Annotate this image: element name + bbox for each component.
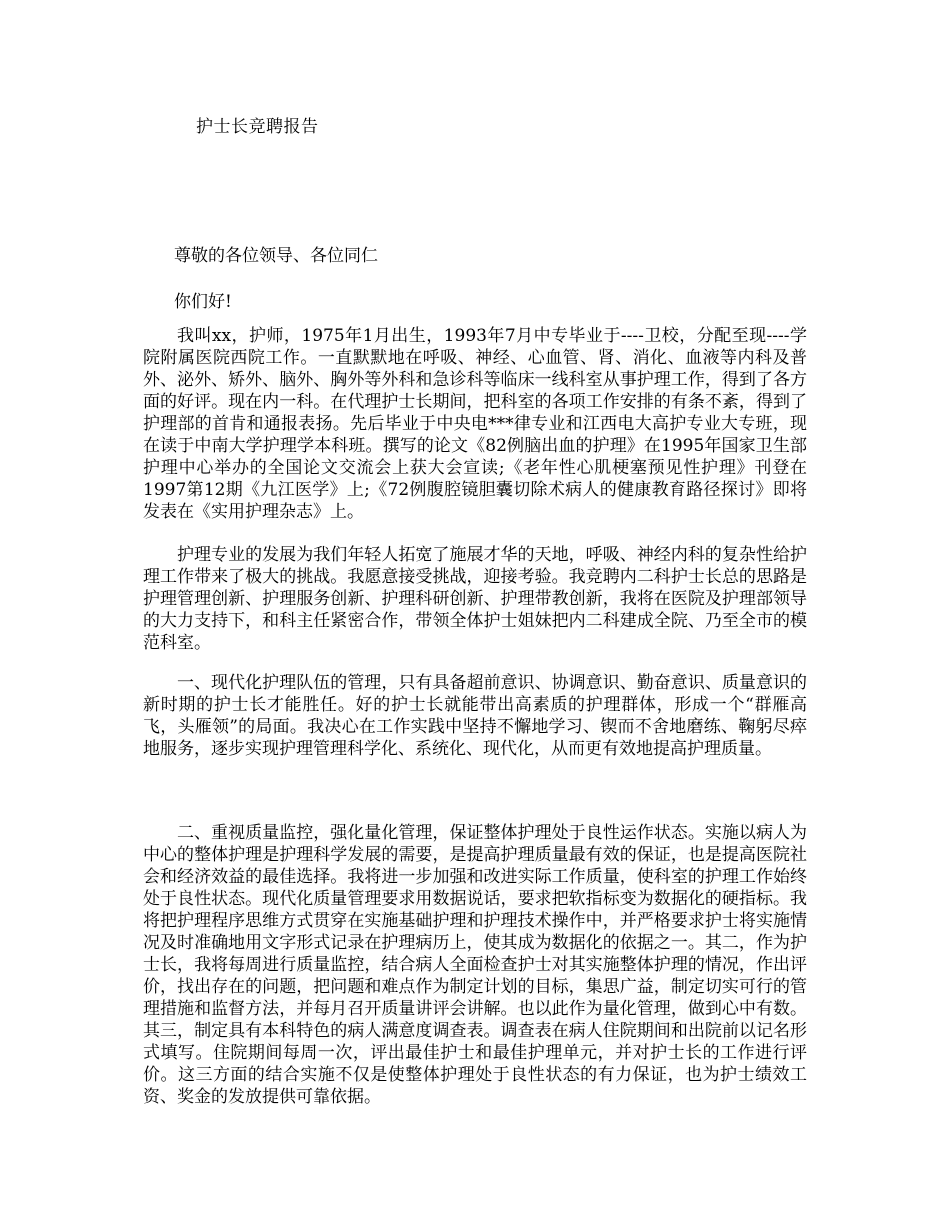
greeting: 你们好! bbox=[174, 292, 232, 312]
salutation: 尊敬的各位领导、各位同仁 bbox=[174, 246, 378, 266]
document-title: 护士长竞聘报告 bbox=[196, 117, 319, 137]
paragraph-point-one: 一、现代化护理队伍的管理，只有具备超前意识、协调意识、勤奋意识、质量意识的新时期的护士长才能胜任。好的护士长就能带出高素质的护理群体，形成一个“群雁高飞，头雁领”的局面。我决心在工作实践中坚持不懈地学习、锲而不舍地磨练、鞠躬尽瘁地服务，逐步实现护理管理科学化、系统化、现代化，从而更有效地提高护理质量。 bbox=[143, 673, 807, 759]
paragraph-vision: 护理专业的发展为我们年轻人拓宽了施展才华的天地，呼吸、神经内科的复杂性给护理工作带来了极大的挑战。我愿意接受挑战，迎接考验。我竞聘内二科护士长总的思路是护理管理创新、护理服务创新、护理科研创新、护理带教创新，我将在医院及护理部领导的大力支持下，和科主任紧密合作，带领全体护士姐妹把内二科建成全院、乃至全市的模范科室。 bbox=[143, 545, 807, 653]
paragraph-point-two: 二、重视质量监控，强化量化管理，保证整体护理处于良性运作状态。实施以病人为中心的整体护理是护理科学发展的需要，是提高护理质量最有效的保证，也是提高医院社会和经济效益的最佳选择。我将进一步加强和改进实际工作质量，使科室的护理工作始终处于良性状态。现代化质量管理要求用数据说话，要求把软指标变为数据化的硬指标。我将把护理程序思维方式贯穿在实施基础护理和护理技术操作中，并严格要求护士将实施情况及时准确地用文字形式记录在护理病历上，使其成为数据化的依据之一。其二，作为护士长，我将每周进行质量监控，结合病人全面检查护士对其实施整体护理的情况，作出评价，找出存在的问题，把问题和难点作为制定计划的目标，集思广益，制定切实可行的管理措施和监督方法，并每月召开质量讲评会讲解。也以此作为量化管理，做到心中有数。其三，制定具有本科特色的病人满意度调查表。调查表在病人住院期间和出院前以记名形式填写。住院期间每周一次，评出最佳护士和最佳护理单元，并对护士长的工作进行评价。这三方面的结合实施不仅是使整体护理处于良性状态的有力保证，也为护士绩效工资、奖金的发放提供可靠依据。 bbox=[143, 823, 807, 1107]
paragraph-introduction: 我叫xx，护师，1975年1月出生，1993年7月中专毕业于----卫校，分配至现----学院附属医院西院工作。一直默默地在呼吸、神经、心血管、肾、消化、血液等内科及普外、泌外、矫外、脑外、胸外等外科和急诊科等临床一线科室从事护理工作，得到了各方面的好评。现在内一科。在代理护士长期间，把科室的各项工作安排的有条不紊，得到了护理部的首肯和通报表扬。先后毕业于中央电***律专业和江西电大高护专业大专班，现在读于中南大学护理学本科班。撰写的论文《82例脑出血的护理》在1995年国家卫生部护理中心举办的全国论文交流会上获大会宣读;《老年性心肌梗塞预见性护理》刊登在1997第12期《九江医学》上;《72例腹腔镜胆囊切除术病人的健康教育路径探讨》即将发表在《实用护理杂志》上。 bbox=[143, 326, 807, 522]
